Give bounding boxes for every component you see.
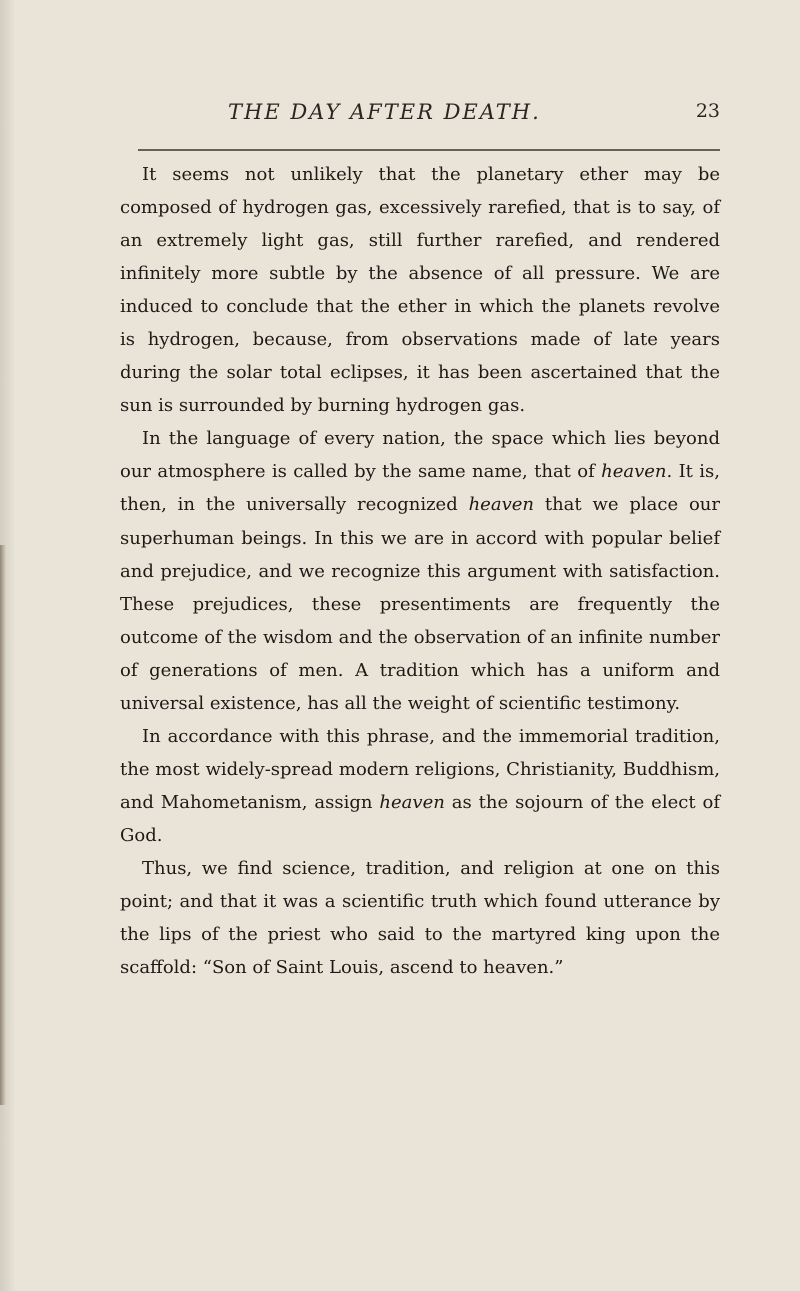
paragraph-text: In accordance with this phrase, and the immemorial tradition, the most widely-spread modern religions, Christianity, Buddhism, and Mahometanism, assign <box>120 725 720 813</box>
running-title: THE DAY AFTER DEATH. <box>228 100 541 124</box>
body-text <box>120 158 720 984</box>
paragraph <box>120 852 720 984</box>
italic-word: heaven <box>379 791 445 813</box>
paragraph-text: . It is, then, in the universally recognized <box>120 461 720 516</box>
paragraph <box>120 720 720 852</box>
header-rule <box>138 149 720 151</box>
paragraph <box>120 158 720 422</box>
paragraph-text: In the language of every nation, the space which lies beyond our atmosphere is called by the same name, that of <box>120 428 720 483</box>
paragraph-text: It seems not unlikely that the planetary ether may be composed of hydrogen gas, excessively rarefied, that is to say, of an extremely light gas, still further rarefied, and rendered infinitely more subtle by the absence of all pressure. We are induced to conclude that the ether in which the planets revolve is hydrogen, because, from observations made of late years during the solar total eclipses, it has been ascertained that the sun is surrounded by burning hydrogen gas. <box>120 164 720 417</box>
page-number: 23 <box>695 100 720 122</box>
paragraph-text: Thus, we find science, tradition, and religion at one on this point; and that it was a scientific truth which found utterance by the lips of the priest who said to the martyred king upon the scaffold: “Son of Saint Louis, ascend to heaven.” <box>120 857 720 979</box>
italic-word: heaven <box>601 461 667 483</box>
italic-word: heaven <box>468 494 534 516</box>
paragraph-text: that we place our superhuman beings. In this we are in accord with popular belief and prejudice, and we recognize this argument with satisfaction. These prejudices, these presentiments are frequently the outcome of the wisdom and the observation of an infinite number of generations of men. A tradition which has a uniform and universal existence, has all the weight of scientific testimony. <box>120 494 720 714</box>
binding-edge <box>0 545 6 1105</box>
paragraph <box>120 422 720 719</box>
page-header <box>110 98 720 134</box>
paragraph-text: as the sojourn of the elect of God. <box>120 791 720 846</box>
